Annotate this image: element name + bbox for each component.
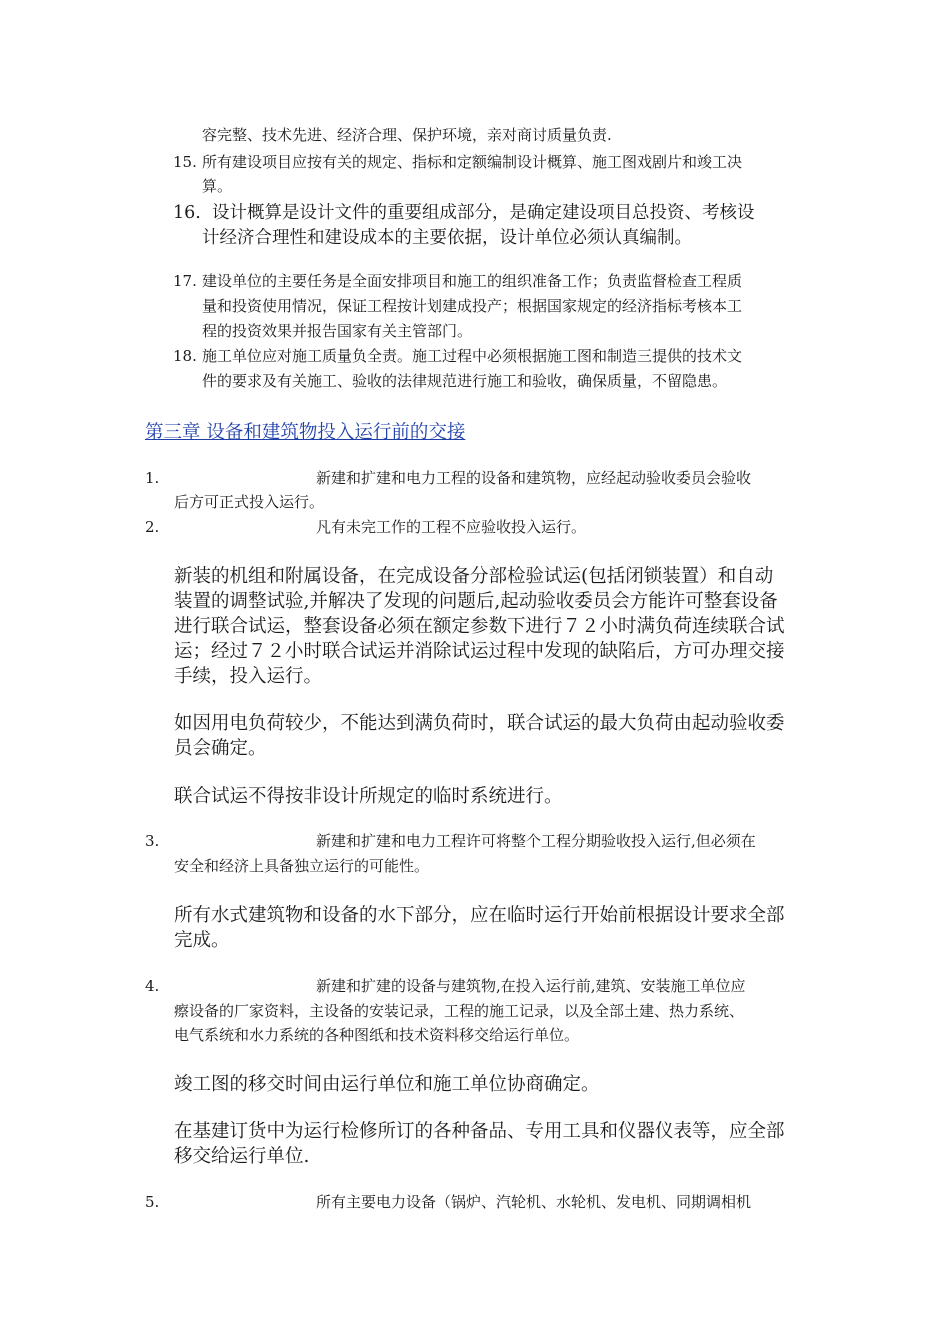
clause-text-line: 新建和扩建和电力工程许可将整个工程分期验收投入运行,但必须在 (316, 832, 756, 850)
clause-text-line: 安全和经济上具备独立运行的可能性。 (174, 857, 430, 875)
item-text-line: 件的要求及有关施工、验收的法律规范进行施工和验收，确保质量，不留隐患。 (202, 372, 728, 390)
clause-text-line: 所有主要电力设备（锅炉、汽轮机、水轮机、发电机、同期调相机 (316, 1193, 752, 1211)
item-number: 17. (173, 272, 197, 290)
clause-number: 4. (145, 977, 160, 995)
item-text-line: 量和投资使用情况，保证工程按计划建成投产；根据国家规定的经济指标考核本工 (202, 297, 743, 315)
clause-number: 1. (145, 469, 160, 487)
clause-text-line: 新建和扩建的设备与建筑物,在投入运行前,建筑、安装施工单位应 (316, 977, 746, 995)
paragraph-line: 移交给运行单位. (174, 1146, 310, 1167)
paragraph-line: 装置的调整试验,并解决了发现的问题后,起动验收委员会方能许可整套设备 (174, 591, 778, 612)
paragraph-as-built-drawings: 竣工图的移交时间由运行单位和施工单位协商确定。 (174, 1074, 600, 1095)
chapter-heading-link[interactable]: 第三章 设备和建筑物投入运行前的交接 (145, 422, 466, 443)
clause-text-line: 凡有未完工作的工程不应验收投入运行。 (316, 518, 587, 536)
item-text-line: 施工单位应对施工质量负全责。施工过程中必须根据施工图和制造三提供的技术文 (202, 347, 743, 365)
item-number: 18. (173, 347, 197, 365)
paragraph-line: 在基建订货中为运行检修所订的各种备品、专用工具和仪器仪表等，应全部 (174, 1121, 785, 1142)
clause-text-line: 电气系统和水力系统的各种图纸和技术资料移交给运行单位。 (174, 1026, 580, 1044)
clause-number: 2. (145, 518, 160, 536)
clause-number: 5. (145, 1193, 160, 1211)
item-text-line: 算。 (202, 177, 233, 195)
paragraph-line: 如因用电负荷较少，不能达到满负荷时，联合试运的最大负荷由起动验收委 (174, 713, 785, 734)
item-text-line: 建设单位的主要任务是全面安排项目和施工的组织准备工作；负责监督检查工程质 (202, 272, 743, 290)
paragraph-line: 进行联合试运，整套设备必须在额定参数下进行７２小时满负荷连续联合试 (174, 616, 785, 637)
item-text-line: 设计概算是设计文件的重要组成部分，是确定建设项目总投资、考核设 (212, 203, 755, 223)
item-text-line: 计经济合理性和建设成本的主要依据，设计单位必须认真编制。 (202, 228, 692, 248)
paragraph-line: 运；经过７２小时联合试运并消除试运过程中发现的缺陷后，方可办理交接 (174, 641, 785, 662)
clause-text-line: 后方可正式投入运行。 (174, 493, 325, 511)
intro-line: 容完整、技术先进、经济合理、保护环境，亲对商讨质量负责. (202, 126, 612, 144)
clause-text-line: 瘵设备的厂家资料，主设备的安装记录，工程的施工记录，以及全部土建、热力系统、 (174, 1002, 745, 1020)
clause-number: 3. (145, 832, 160, 850)
item-text-line: 所有建设项目应按有关的规定、指标和定额编制设计概算、施工图戏剧片和竣工决 (202, 153, 743, 171)
item-number: 15. (173, 153, 197, 171)
item-text-line: 程的投资效果并报告国家有关主管部门。 (202, 322, 473, 340)
item-number: 16. (173, 203, 201, 223)
paragraph-line: 新装的机组和附属设备，在完成设备分部检验试运(包括闭锁装置）和自动 (174, 566, 774, 587)
paragraph-line: 员会确定。 (174, 738, 267, 759)
paragraph-line: 完成。 (174, 930, 230, 951)
paragraph-temporary-system: 联合试运不得按非设计所规定的临时系统进行。 (174, 786, 563, 807)
paragraph-line: 所有水式建筑物和设备的水下部分，应在临时运行开始前根据设计要求全部 (174, 905, 785, 926)
clause-text-line: 新建和扩建和电力工程的设备和建筑物，应经起动验收委员会验收 (316, 469, 752, 487)
paragraph-line: 手续，投入运行。 (174, 666, 323, 687)
